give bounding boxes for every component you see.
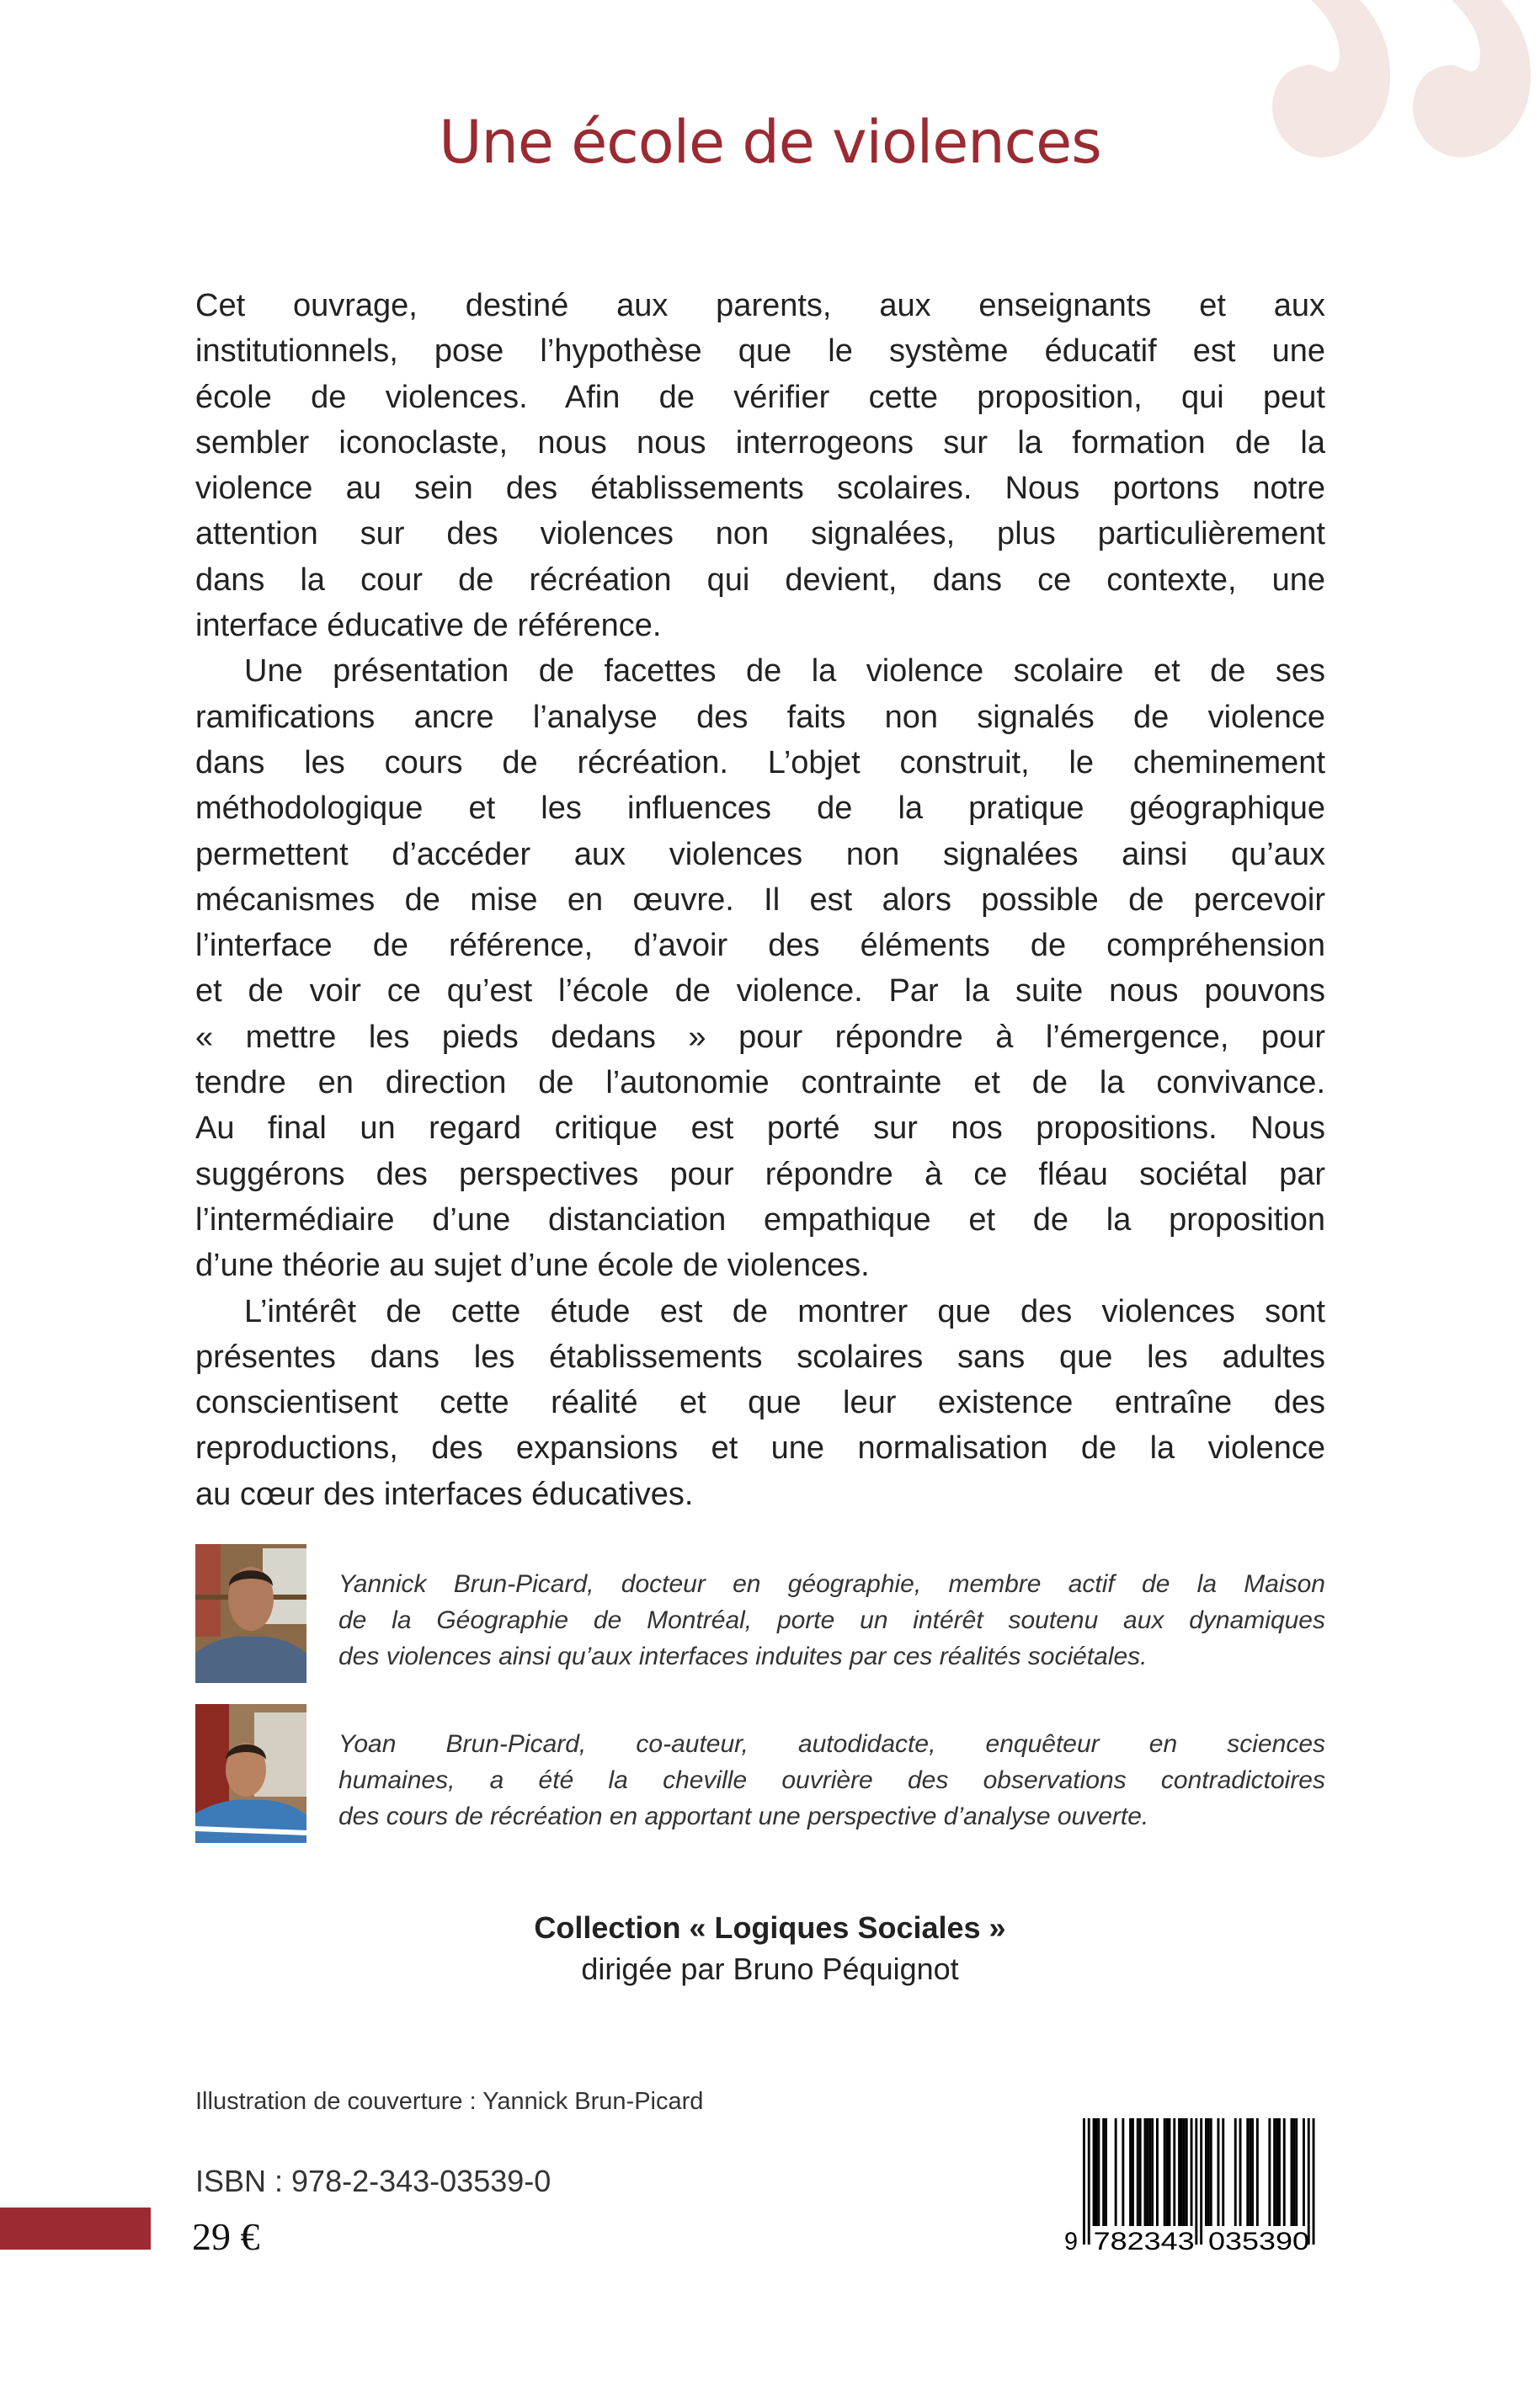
- summary-paragraph: [195, 648, 1325, 1288]
- text-line: sembler iconoclaste, nous nous interrogeons sur la formation de la: [195, 424, 1325, 461]
- barcode-bar: [1239, 2118, 1242, 2226]
- barcode-digits: 9: [1064, 2228, 1078, 2253]
- barcode-bar: [1180, 2118, 1183, 2226]
- text-line: L’intérêt de cette étude est de montrer que des violences sont: [244, 1293, 1325, 1329]
- text-line: suggérons des perspectives pour répondre à ce fléau sociétal par: [195, 1156, 1325, 1192]
- isbn: ISBN : 978-2-343-03539-0: [195, 2164, 552, 2198]
- text-line: présentes dans les établissements scolaires sans que les adultes: [195, 1339, 1325, 1375]
- barcode-bar: [1156, 2118, 1159, 2226]
- text-line: l’intermédiaire d’une distanciation empathique et de la proposition: [195, 1201, 1325, 1238]
- barcode-bar: [1151, 2118, 1154, 2226]
- barcode-bar: [1139, 2118, 1142, 2226]
- barcode-bar: [1122, 2118, 1124, 2226]
- text-line: conscientisent cette réalité et que leur existence entraîne des: [195, 1385, 1325, 1421]
- text-line: des violences ainsi qu’aux interfaces induites par ces réalités sociétales.: [338, 1643, 1148, 1670]
- barcode-bar: [1129, 2118, 1132, 2226]
- collection-director: dirigée par Bruno Péquignot: [581, 1952, 959, 1986]
- barcode-bar: [1303, 2118, 1305, 2226]
- barcode-bar: [1283, 2118, 1286, 2226]
- barcode-bar: [1268, 2118, 1271, 2226]
- barcode-bar: [1218, 2118, 1220, 2226]
- barcode-bar: [1148, 2118, 1151, 2226]
- text-line: institutionnels, pose l’hypothèse que le système éducatif est une: [195, 333, 1325, 370]
- barcode-bar: [1200, 2118, 1202, 2245]
- text-line: dans la cour de récréation qui devient, dans ce contexte, une: [195, 562, 1325, 598]
- barcode-bar: [1210, 2118, 1212, 2226]
- barcode-bar: [1146, 2118, 1148, 2226]
- barcode-bar: [1178, 2118, 1180, 2226]
- barcode-bar: [1115, 2118, 1117, 2226]
- barcode-bar: [1295, 2118, 1298, 2226]
- text-line: humaines, a été la cheville ouvrière des observations contradictoires: [338, 1766, 1325, 1794]
- collection-name: Collection « Logiques Sociales »: [534, 1910, 1006, 1945]
- author-photo-yannick: [195, 1544, 306, 1683]
- isbn-barcode: [1063, 2118, 1327, 2253]
- text-line: dans les cours de récréation. L’objet construit, le cheminement: [195, 744, 1325, 780]
- barcode-bar: [1102, 2118, 1105, 2226]
- barcode-bar: [1097, 2118, 1100, 2226]
- barcode-bar: [1292, 2118, 1295, 2226]
- barcode-digits: 035390: [1208, 2228, 1309, 2253]
- author-bio-2: [195, 1704, 1325, 1843]
- barcode-bar: [1246, 2118, 1249, 2226]
- text-line: Yoan Brun-Picard, co-auteur, autodidacte, enquêteur en sciences: [338, 1730, 1325, 1758]
- barcode-bar: [1256, 2118, 1259, 2226]
- text-line: tendre en direction de l’autonomie contrainte et de la convivance.: [195, 1065, 1325, 1101]
- barcode-bar: [1164, 2118, 1166, 2226]
- barcode-digits: 782343: [1093, 2228, 1195, 2253]
- text-line: de la Géographie de Montréal, porte un intérêt soutenu aux dynamiques: [338, 1606, 1325, 1634]
- text-line: Cet ouvrage, destiné aux parents, aux enseignants et aux: [195, 288, 1325, 323]
- book-title: Une école de violences: [439, 108, 1101, 177]
- barcode-bar: [1195, 2118, 1197, 2245]
- text-line: l’interface de référence, d’avoir des éléments de compréhension: [195, 928, 1325, 964]
- barcode-bar: [1205, 2118, 1207, 2226]
- barcode-bar: [1222, 2118, 1224, 2226]
- author-photo-yoan: [195, 1704, 306, 1843]
- barcode-bar: [1249, 2118, 1251, 2226]
- barcode-bar: [1183, 2118, 1186, 2226]
- barcode-bar: [1166, 2118, 1169, 2226]
- text-line: méthodologique et les influences de la pratique géographique: [195, 791, 1325, 827]
- text-line: « mettre les pieds dedans » pour répondre à l’émergence, pour: [195, 1019, 1325, 1055]
- text-line: Yannick Brun-Picard, docteur en géographie, membre actif de la Maison: [338, 1570, 1325, 1598]
- barcode-bar: [1291, 2118, 1293, 2226]
- barcode-bar: [1083, 2118, 1085, 2245]
- barcode-bar: [1144, 2118, 1147, 2226]
- text-line: permettent d’accéder aux violences non signalées ainsi qu’aux: [195, 836, 1325, 872]
- barcode-bar: [1234, 2118, 1237, 2226]
- text-line: ramifications ancre l’analyse des faits non signalés de violence: [195, 699, 1325, 735]
- text-line: mécanismes de mise en œuvre. Il est alors possible de percevoir: [195, 881, 1325, 918]
- text-line: Au final un regard critique est porté sur nos propositions. Nous: [195, 1110, 1325, 1147]
- text-line: et de voir ce qu’est l’école de violence. Par la suite nous pouvons: [195, 973, 1325, 1009]
- price: 29 €: [192, 2215, 260, 2258]
- barcode-bar: [1191, 2118, 1193, 2226]
- text-line: reproductions, des expansions et une normalisation de la violence: [195, 1430, 1325, 1467]
- text-line: interface éducative de référence.: [195, 608, 662, 644]
- summary-paragraph: [195, 283, 1325, 648]
- barcode-bar: [1308, 2118, 1310, 2245]
- barcode-bar: [1276, 2118, 1278, 2226]
- collection-info: [0, 1907, 1540, 1989]
- text-line: violence au sein des établissements scolaires. Nous portons notre: [195, 471, 1325, 507]
- barcode-bar: [1251, 2118, 1254, 2226]
- summary-text: [195, 283, 1325, 1517]
- text-line: au cœur des interfaces éducatives.: [195, 1476, 694, 1512]
- barcode-bar: [1169, 2118, 1171, 2226]
- barcode-bar: [1207, 2118, 1210, 2226]
- text-line: d’une théorie au sujet d’une école de violences.: [195, 1248, 870, 1284]
- barcode-bar: [1095, 2118, 1098, 2226]
- barcode-bar: [1173, 2118, 1175, 2226]
- barcode-bar: [1088, 2118, 1090, 2245]
- illustration-credit: Illustration de couverture : Yannick Brun-Picard: [195, 2088, 704, 2115]
- text-line: attention sur des violences non signalées, plus particulièrement: [195, 516, 1325, 552]
- barcode-bar: [1273, 2118, 1276, 2226]
- barcode-bar: [1313, 2118, 1315, 2245]
- text-line: des cours de récréation en apportant une perspective d’analyse ouverte.: [338, 1803, 1149, 1830]
- summary-paragraph: [195, 1289, 1325, 1517]
- barcode-bar: [1105, 2118, 1107, 2226]
- text-line: école de violences. Afin de vérifier cette proposition, qui peut: [195, 379, 1325, 415]
- barcode-bar: [1137, 2118, 1139, 2226]
- barcode-bar: [1132, 2118, 1134, 2226]
- accent-bar: [0, 2208, 151, 2250]
- barcode-bar: [1278, 2118, 1281, 2226]
- barcode-bar: [1186, 2118, 1188, 2226]
- text-line: Une présentation de facettes de la violence scolaire et de ses: [244, 653, 1325, 690]
- barcode-bar: [1093, 2118, 1095, 2226]
- author-bio-1: [195, 1544, 1325, 1683]
